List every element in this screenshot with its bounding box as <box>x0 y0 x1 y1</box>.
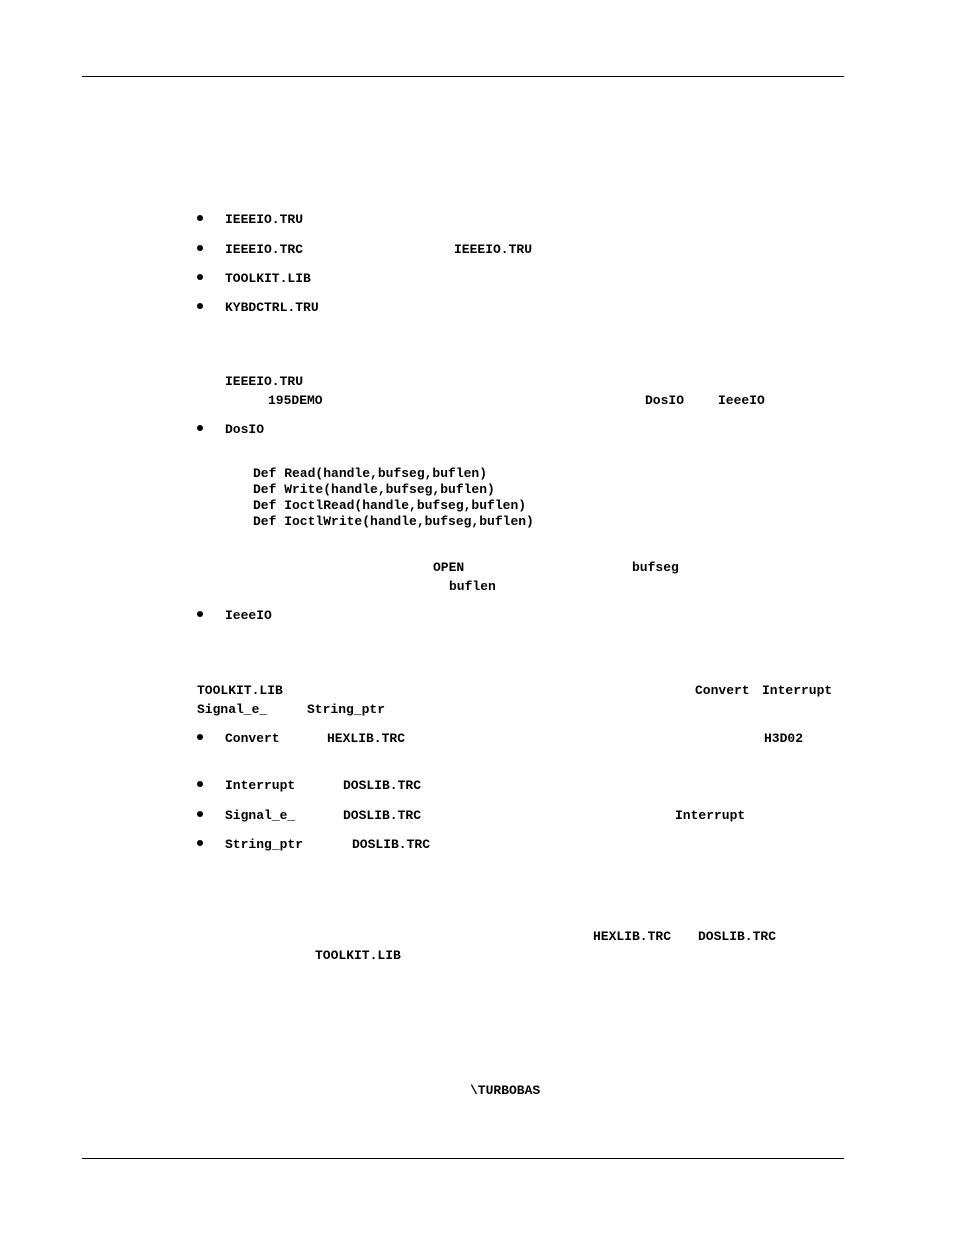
demo-name: 195DEMO <box>268 393 323 408</box>
module-ieeeio-ref: IeeeIO <box>718 393 765 408</box>
routine-interrupt-ref: Interrupt <box>762 683 833 698</box>
bullet-icon <box>197 215 203 221</box>
routine-signal-extra: Interrupt <box>675 808 746 823</box>
rebuild-hexlib: HEXLIB.TRC <box>593 929 672 944</box>
code-line-ioctlwrite: Def IoctlWrite(handle,bufseg,buflen) <box>253 514 534 529</box>
bullet-icon <box>197 781 203 787</box>
file-item-ieeeio-trc-ref: IEEEIO.TRU <box>454 242 533 257</box>
ieeeio-tru-label: IEEEIO.TRU <box>225 374 304 389</box>
routine-interrupt-file: DOSLIB.TRC <box>343 778 422 793</box>
file-item-toolkit-lib: TOOLKIT.LIB <box>225 271 311 286</box>
bullet-icon <box>197 840 203 846</box>
ieeeio-bullet-label: IeeeIO <box>225 608 272 623</box>
module-dosio-ref: DosIO <box>645 393 685 408</box>
bullet-icon <box>197 425 203 431</box>
footer-rule <box>82 1158 844 1159</box>
routine-string-ptr-file: DOSLIB.TRC <box>352 837 431 852</box>
code-line-ioctlread: Def IoctlRead(handle,bufseg,buflen) <box>253 498 527 513</box>
param-bufseg: bufseg <box>632 560 679 575</box>
routine-convert: Convert <box>225 731 280 746</box>
rebuild-doslib: DOSLIB.TRC <box>698 929 777 944</box>
bullet-icon <box>197 611 203 617</box>
file-item-ieeeio-tru: IEEEIO.TRU <box>225 212 304 227</box>
bullet-icon <box>197 245 203 251</box>
bullet-icon <box>197 274 203 280</box>
routine-convert-extra: H3D02 <box>764 731 804 746</box>
routine-signal-file: DOSLIB.TRC <box>343 808 422 823</box>
routine-string-ptr: String_ptr <box>225 837 304 852</box>
header-rule <box>82 76 844 77</box>
bullet-icon <box>197 734 203 740</box>
directory-path: \TURBOBAS <box>470 1083 541 1098</box>
bullet-icon <box>197 303 203 309</box>
routine-string-ptr-ref: String_ptr <box>307 702 386 717</box>
code-line-write: Def Write(handle,bufseg,buflen) <box>253 482 495 497</box>
routine-signal-ref: Signal_e_ <box>197 702 268 717</box>
dosio-bullet-label: DosIO <box>225 422 265 437</box>
param-open: OPEN <box>433 560 465 575</box>
param-buflen: buflen <box>449 579 496 594</box>
routine-interrupt: Interrupt <box>225 778 296 793</box>
file-item-kybdctrl-tru: KYBDCTRL.TRU <box>225 300 319 315</box>
bullet-icon <box>197 811 203 817</box>
routine-convert-file: HEXLIB.TRC <box>327 731 406 746</box>
file-item-ieeeio-trc: IEEEIO.TRC <box>225 242 304 257</box>
routine-convert-ref: Convert <box>695 683 750 698</box>
code-line-read: Def Read(handle,bufseg,buflen) <box>253 466 488 481</box>
toolkit-lib-label: TOOLKIT.LIB <box>197 683 283 698</box>
routine-signal: Signal_e_ <box>225 808 296 823</box>
rebuild-toolkit: TOOLKIT.LIB <box>315 948 401 963</box>
